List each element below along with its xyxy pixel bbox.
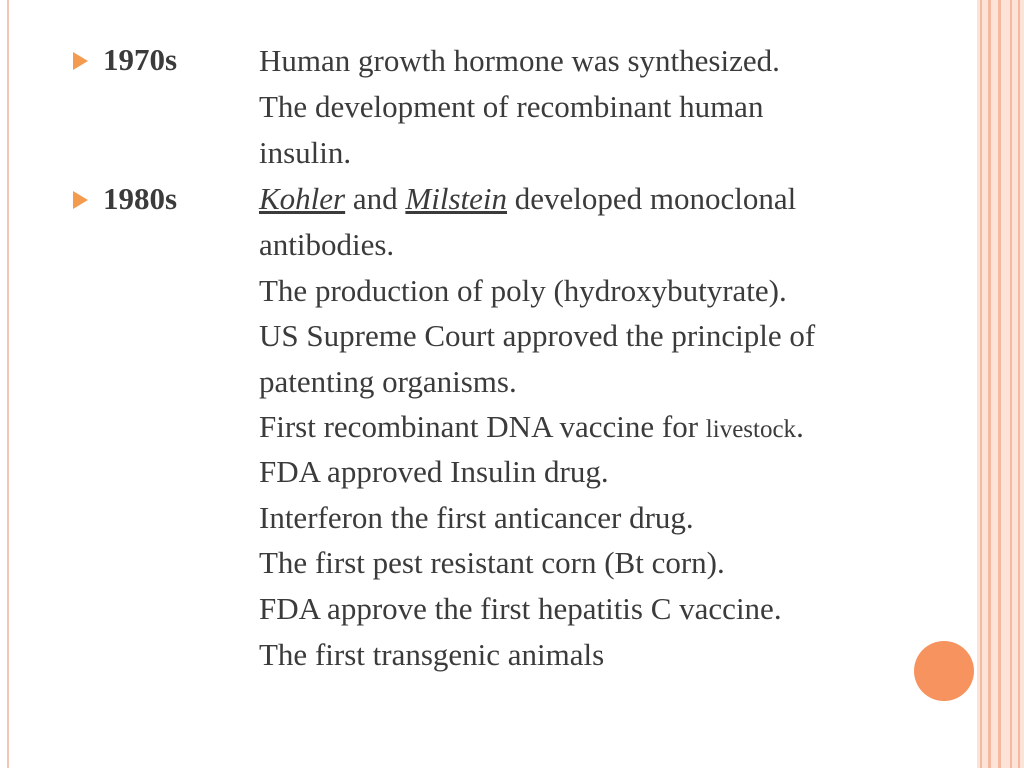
timeline-line: patenting organisms. [259,364,517,399]
frame-stripe [988,0,991,768]
frame-stripe [980,0,982,768]
line-text: First recombinant DNA vaccine for [259,409,699,444]
timeline-line: Human growth hormone was synthesized. [259,43,780,78]
small-text: livestock [705,416,797,443]
line-text: developed monoclonal [514,181,797,216]
frame-stripe [998,0,1001,768]
timeline-line: antibodies. [259,227,395,262]
decade-label: 1980s [103,181,178,216]
timeline-line: The development of recombinant human [259,89,764,124]
timeline-line: The production of poly (hydroxybutyrate). [259,273,787,308]
triangle-bullet-icon [73,191,88,209]
timeline-line: FDA approved Insulin drug. [259,454,609,489]
scientist-name: Kohler [259,181,346,216]
timeline-line: The first transgenic animals [259,637,605,672]
timeline-line: insulin. [259,135,352,170]
triangle-bullet-icon [73,52,88,70]
scientist-name: Milstein [405,181,507,216]
timeline-line [259,404,804,453]
line-end: . [796,409,804,444]
timeline-line: Interferon the first anticancer drug. [259,500,694,535]
frame-stripe [1010,0,1012,768]
frame-stripe [1018,0,1020,768]
timeline-line [259,176,796,222]
timeline-line: FDA approve the first hepatitis C vaccine. [259,591,782,626]
orange-circle-decoration [914,641,974,701]
conjunction: and [352,181,398,216]
decade-label: 1970s [103,42,178,77]
timeline-line: US Supreme Court approved the principle of [259,318,816,353]
timeline-line: The first pest resistant corn (Bt corn). [259,545,725,580]
frame-left-line [7,0,9,768]
